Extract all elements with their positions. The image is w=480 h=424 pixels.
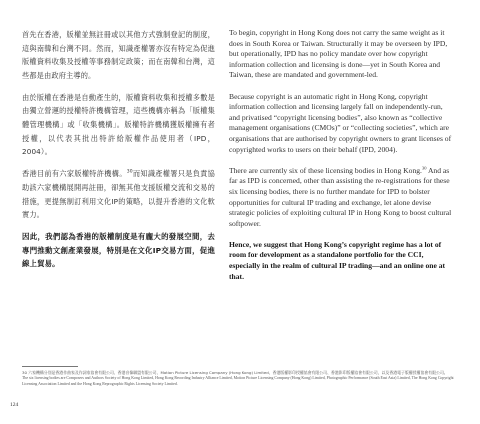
- zh-paragraph-4-emphasis: 因此，我們認為香港的版權制度是有龐大的發展空間，去專門推動文創產業發展，特別是在文化IP交易方面，促進線上貿易。: [22, 232, 215, 269]
- footnote-divider: [22, 366, 78, 367]
- footnote: [22, 370, 460, 387]
- page-number: 124: [10, 402, 19, 408]
- footnote-english: The six licensing bodies are Composers and Authors Society of Hong Kong Limited, Hong Kong Recording Industry Alliance Limited, Motion Picture Licensing Company (Hong Kong) Limited, Photographic Performance (South East Asia) Limited, The Hong Kong Copyright Licensing Association Limited and the Hong Kong Reprographic Rights Licensing Society Limited.: [22, 375, 454, 386]
- footnote-ref-30-en: 30: [421, 165, 427, 171]
- english-text-column: [229, 28, 455, 293]
- en-paragraph-3: There are currently six of these licensing bodies in Hong Kong.$^{30}$ And as far as IPD is concerned, other than assisting the re-registrations for these six licensing bodies, there is no further mandate for IPD to bolster opportunities for cultural IP trading and exchange, let alone devise strategic policies of exploiting cultural IP in Hong Kong to boost cultural softpower.: [229, 165, 452, 228]
- zh-paragraph-1: 首先在香港，版權並無註冊或以其他方式強制登記的制度，這與南韓和台灣不同。然而，知識產權署亦沒有特定為促進版權資料收集及授權等事務制定政策；而在南韓和台灣，這些都是由政府主導的。: [22, 30, 215, 80]
- zh-paragraph-2: 由於版權在香港是自動產生的，版權資料收集和授權多數是由獨立營運的授權特許機構管理，這些機構亦稱為「版權集體管理機構」或「收集機構」。版權特許機構獲版權擁有者授權，以代表其批出特許給版權作品使用者（IPD，2004）。: [22, 92, 215, 157]
- footnote-ref-30-zh: 30: [126, 169, 133, 175]
- en-paragraph-4-emphasis: Hence, we suggest that Hong Kong’s copyright regime has a lot of room for development as a standalone portfolio for the CCI, especially in the realm of cultural IP trading—and an online one at that.: [229, 239, 446, 281]
- zh-paragraph-3: 香港目前有六家版權特許機構。$^{30}$而知識產權署只是負責協助該六家機構展開再註冊，卻無其他支援版權交流和交易的措施，更提無制訂利用文化IP的策略，以提升香港的文化軟實力。: [22, 169, 215, 220]
- en-paragraph-2: Because copyright is an automatic right in Hong Kong, copyright information collection and licensing largely fall on independently-run, and privatised “copyright licensing bodies”, also known as “collective management organisations (CMOs)” or “collecting societies”, which are organisations that are authorised by copyright owners to grant licenses of copyrighted works to users on their behalf (IPD, 2004).: [229, 91, 452, 154]
- chinese-text-column: [22, 28, 215, 280]
- footnote-chinese: 30 六家機構分別是香港作曲家及作詞家協會有限公司、香港音像聯盟有限公司、Motion Picture Licensing Company (Hong Kong) Limited、香港版權影印授權協會有限公司、香港影印版權協會有限公司，以及香港電子版權授權協會有限公司。: [22, 370, 448, 375]
- en-paragraph-1: To begin, copyright in Hong Kong does not carry the same weight as it does in South Korea or Taiwan. Structurally it may be overseen by IPD, but operationally, IPD has no policy mandate over how copyright information collection and licensing is done—yet in South Korea and Taiwan, these are mandated and government-led.: [229, 28, 448, 80]
